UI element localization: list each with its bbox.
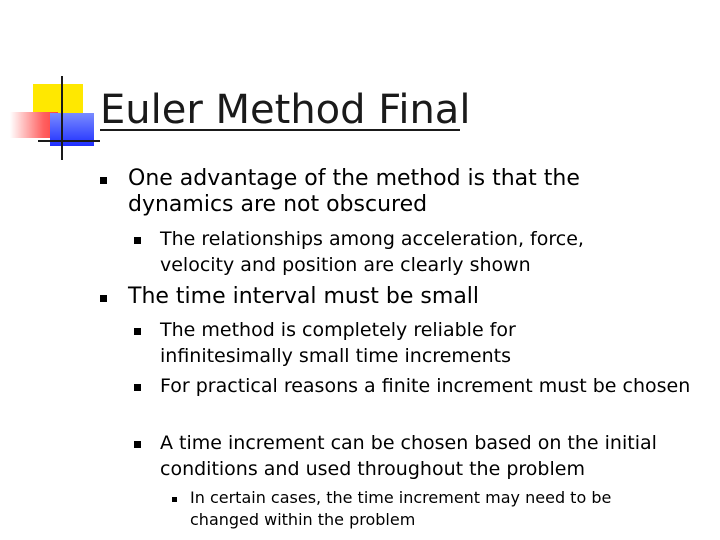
bullet-text: For practical reasons a finite increment must be chosen — [160, 375, 691, 397]
bullet-text: One advantage of the method is that the dynamics are not obscured — [128, 166, 580, 217]
bullet-square-icon — [134, 237, 141, 244]
slide-logo-decoration — [0, 0, 100, 170]
bullet-text: The time interval must be small — [128, 284, 480, 309]
bullet-square-icon — [100, 295, 107, 302]
bullet-square-icon — [134, 328, 141, 335]
vertical-line-decoration — [61, 76, 63, 160]
bullet-text: A time increment can be chosen based on the initial conditions and used throughout the problem — [160, 432, 657, 480]
bullet-text: In certain cases, the time increment may need to be changed within the problem — [190, 488, 612, 529]
bullet-square-icon — [134, 384, 141, 391]
bullet-square-icon — [100, 177, 107, 184]
horizontal-line-decoration — [38, 140, 100, 142]
bullet-square-icon — [172, 497, 177, 502]
slide-title: Euler Method Final — [100, 87, 471, 133]
bullet-square-icon — [134, 441, 141, 448]
bullet-text: The relationships among acceleration, force, velocity and position are clearly shown — [160, 228, 584, 276]
bullet-text: The method is completely reliable for infinitesimally small time increments — [160, 319, 516, 367]
